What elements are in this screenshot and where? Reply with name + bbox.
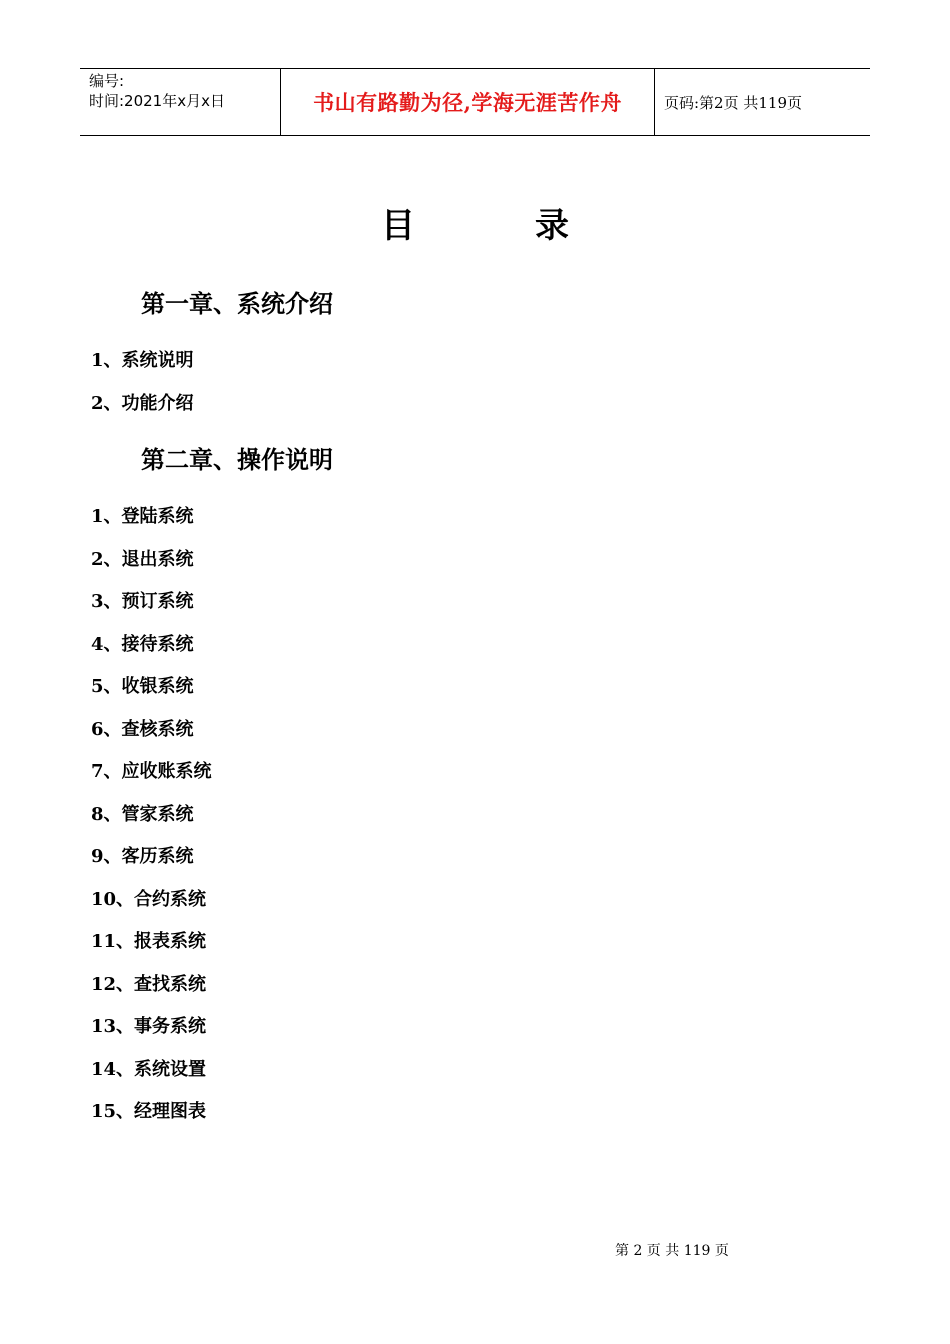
toc-item: 4、接待系统 bbox=[91, 634, 194, 655]
toc-item: 7、应收账系统 bbox=[91, 761, 212, 782]
header-meta-cell bbox=[80, 69, 281, 135]
toc-item: 13、事务系统 bbox=[91, 1016, 207, 1037]
toc-item: 3、预订系统 bbox=[91, 591, 194, 612]
chapter-2-title: 第二章、操作说明 bbox=[141, 445, 333, 474]
toc-item: 6、查核系统 bbox=[91, 719, 194, 740]
toc-item: 1、系统说明 bbox=[91, 350, 194, 371]
motto-text: 书山有路勤为径,学海无涯苦作舟 bbox=[313, 90, 622, 115]
toc-item: 8、管家系统 bbox=[91, 804, 194, 825]
toc-item: 2、退出系统 bbox=[91, 549, 194, 570]
toc-item: 10、合约系统 bbox=[91, 889, 207, 910]
toc-item: 2、功能介绍 bbox=[91, 393, 194, 414]
toc-item: 15、经理图表 bbox=[91, 1101, 207, 1122]
number-label: 编号: bbox=[89, 72, 125, 90]
header-page-info: 页码:第2页 共119页 bbox=[664, 93, 802, 112]
toc-item: 9、客历系统 bbox=[91, 846, 194, 867]
toc-item: 12、查找系统 bbox=[91, 974, 207, 995]
toc-title-char-2: 录 bbox=[535, 206, 569, 246]
time-label: 时间:2021年x月x日 bbox=[89, 92, 225, 110]
page-footer: 第 2 页 共 119 页 bbox=[615, 1243, 729, 1259]
toc-item: 14、系统设置 bbox=[91, 1059, 207, 1080]
toc-item: 1、登陆系统 bbox=[91, 506, 194, 527]
page-header bbox=[80, 68, 870, 136]
toc-item: 11、报表系统 bbox=[91, 931, 207, 952]
toc-item: 5、收银系统 bbox=[91, 676, 194, 697]
toc-title-char-1: 目 bbox=[381, 206, 415, 246]
header-page-cell bbox=[655, 69, 870, 135]
chapter-1-title: 第一章、系统介绍 bbox=[141, 289, 333, 318]
header-motto-cell bbox=[281, 69, 655, 135]
